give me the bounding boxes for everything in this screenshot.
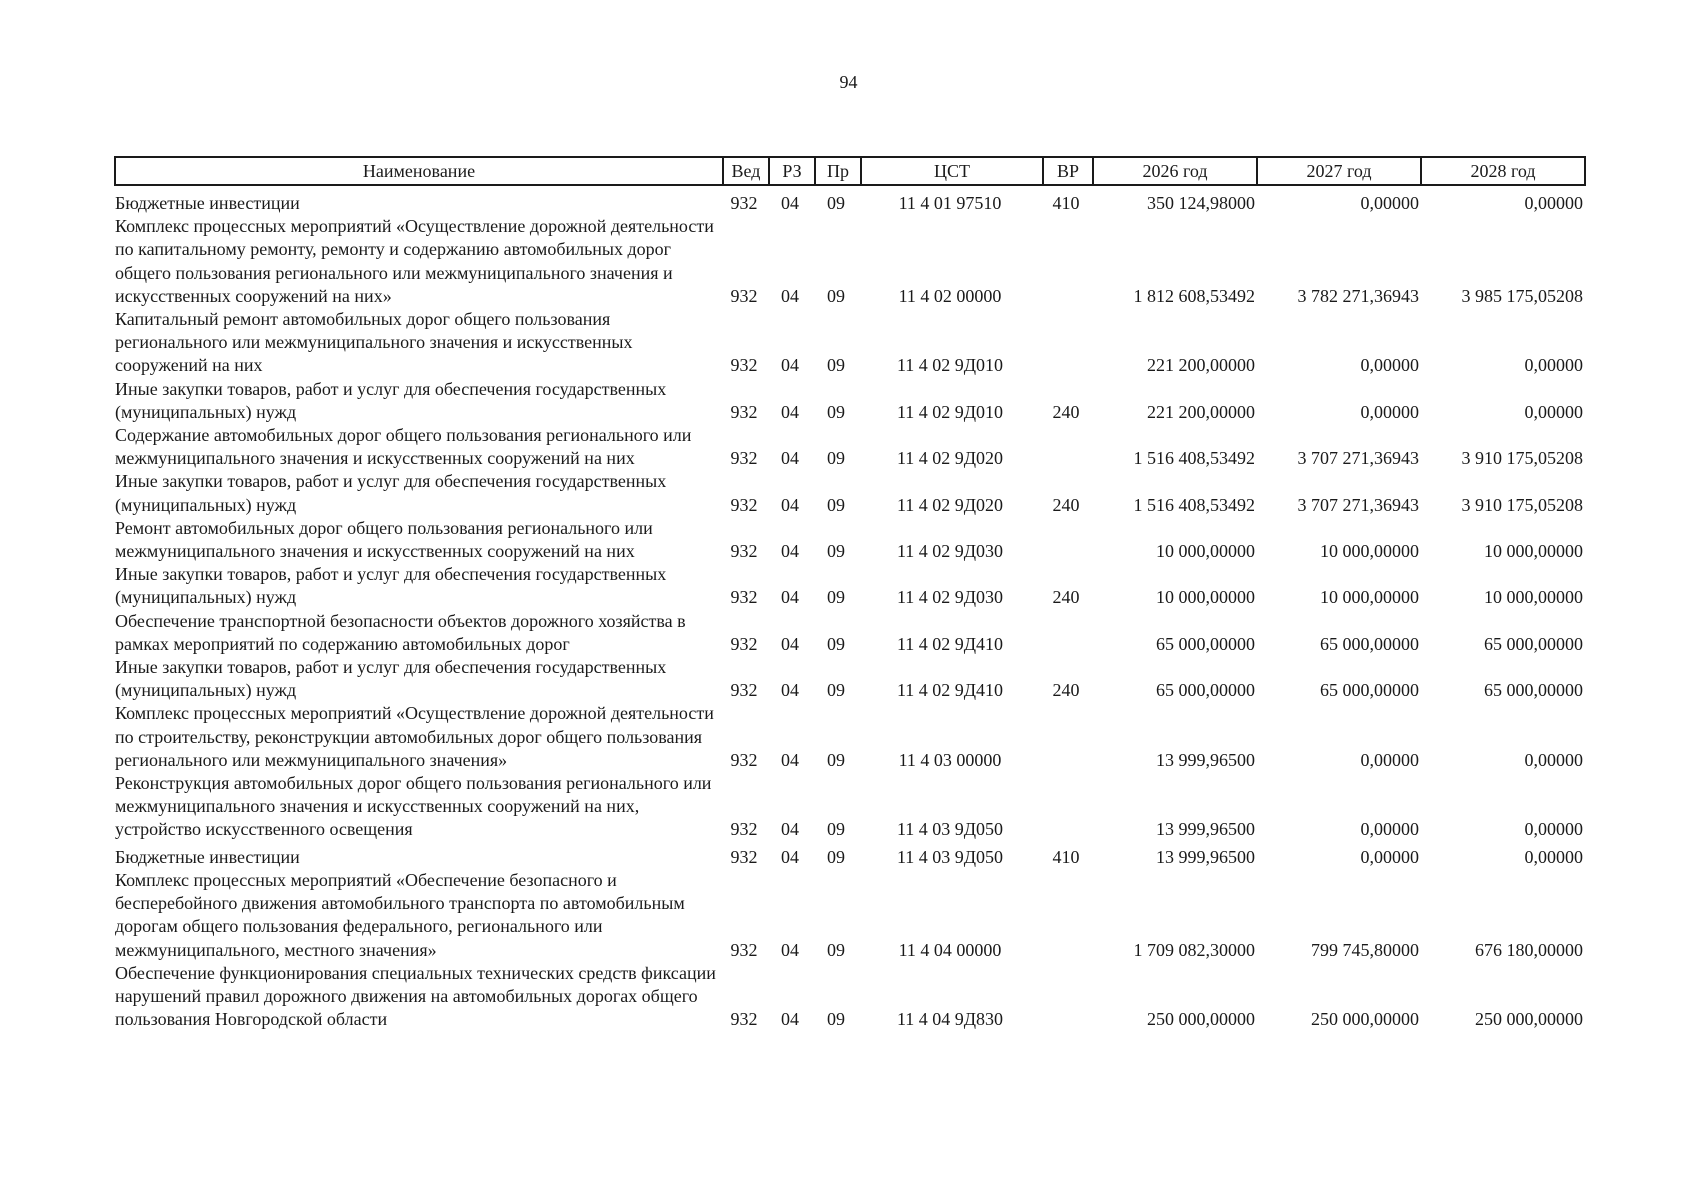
table-row xyxy=(115,378,1585,424)
row-name: Комплекс процессных мероприятий «Обеспечение безопасного и бесперебойного движения автомобильного транспорта по автомобильным дорогам общего пользования федерального, регионального или межмуниципального, местного значения» xyxy=(115,869,685,960)
row-2028: 3 910 175,05208 xyxy=(1461,448,1583,469)
row-cst: 11 4 04 9Д830 xyxy=(896,1009,1004,1030)
row-ved: 932 xyxy=(730,541,758,562)
row-rz: 04 xyxy=(781,193,799,213)
row-ved: 932 xyxy=(730,587,758,608)
row-rz: 04 xyxy=(781,1009,799,1030)
header-2026: 2026 год xyxy=(1093,157,1257,185)
row-2027: 3 782 271,36943 xyxy=(1297,285,1419,306)
row-pr: 09 xyxy=(827,355,845,376)
row-vr: 240 xyxy=(1052,680,1080,701)
row-ved: 932 xyxy=(730,494,758,515)
row-rz: 04 xyxy=(781,846,799,867)
header-ved: Вед xyxy=(723,157,769,185)
row-2026: 221 200,00000 xyxy=(1147,355,1255,376)
header-name: Наименование xyxy=(115,157,723,185)
row-rz: 04 xyxy=(781,541,799,562)
row-cst: 11 4 03 00000 xyxy=(898,749,1002,770)
header-vr: ВР xyxy=(1043,157,1093,185)
row-rz: 04 xyxy=(781,939,799,960)
row-2026: 13 999,96500 xyxy=(1156,749,1255,770)
row-vr xyxy=(1043,772,1093,842)
row-pr: 09 xyxy=(827,633,845,654)
row-vr xyxy=(1043,962,1093,1032)
table-row xyxy=(115,702,1585,772)
row-pr: 09 xyxy=(827,939,845,960)
row-ved: 932 xyxy=(730,680,758,701)
row-cst: 11 4 03 9Д050 xyxy=(896,819,1004,840)
row-ved: 932 xyxy=(730,939,758,960)
row-2028: 0,00000 xyxy=(1524,355,1583,376)
row-2027: 0,00000 xyxy=(1360,749,1419,770)
row-2026: 65 000,00000 xyxy=(1156,633,1255,654)
row-ved: 932 xyxy=(730,819,758,840)
row-name: Содержание автомобильных дорог общего пользования регионального или межмуниципального значения и искусственных сооружений на них xyxy=(115,425,692,469)
table-row xyxy=(115,869,1585,962)
row-2027: 0,00000 xyxy=(1360,846,1419,867)
table-row xyxy=(115,656,1585,702)
row-cst: 11 4 01 97510 xyxy=(898,193,1002,213)
row-2027: 65 000,00000 xyxy=(1320,633,1419,654)
row-2028: 0,00000 xyxy=(1524,401,1583,422)
row-cst: 11 4 02 00000 xyxy=(898,285,1002,306)
row-pr: 09 xyxy=(827,448,845,469)
row-2028: 0,00000 xyxy=(1524,846,1583,867)
row-2027: 0,00000 xyxy=(1360,401,1419,422)
row-name: Бюджетные инвестиции xyxy=(115,846,300,867)
table-row xyxy=(115,610,1585,656)
row-ved: 932 xyxy=(730,285,758,306)
row-2028: 3 985 175,05208 xyxy=(1461,285,1583,306)
row-rz: 04 xyxy=(781,587,799,608)
row-cst: 11 4 02 9Д030 xyxy=(896,541,1004,562)
row-2028: 0,00000 xyxy=(1524,819,1583,840)
row-cst: 11 4 02 9Д020 xyxy=(896,448,1004,469)
row-ved: 932 xyxy=(730,355,758,376)
row-name: Иные закупки товаров, работ и услуг для обеспечения государственных (муниципальных) нужд xyxy=(115,657,667,701)
row-ved: 932 xyxy=(730,749,758,770)
row-cst: 11 4 04 00000 xyxy=(898,939,1002,960)
row-2028: 3 910 175,05208 xyxy=(1461,494,1583,515)
row-vr: 410 xyxy=(1052,193,1080,213)
table-row xyxy=(115,772,1585,842)
row-2028: 250 000,00000 xyxy=(1475,1009,1583,1030)
row-vr xyxy=(1043,702,1093,772)
row-2028: 0,00000 xyxy=(1524,749,1583,770)
row-ved: 932 xyxy=(730,633,758,654)
table-body xyxy=(115,185,1585,1031)
row-name: Реконструкция автомобильных дорог общего пользования регионального или межмуниципального значения и искусственных сооружений на них, устройство искусственного освещения xyxy=(115,773,712,840)
row-pr: 09 xyxy=(827,401,845,422)
row-2026: 1 516 408,53492 xyxy=(1133,448,1255,469)
row-name: Ремонт автомобильных дорог общего пользования регионального или межмуниципального значения и искусственных сооружений на них xyxy=(115,517,653,562)
row-name: Иные закупки товаров, работ и услуг для обеспечения государственных (муниципальных) нужд xyxy=(115,471,667,515)
row-rz: 04 xyxy=(781,494,799,515)
row-pr: 09 xyxy=(827,819,845,840)
row-pr: 09 xyxy=(827,749,845,770)
row-vr xyxy=(1043,215,1093,308)
row-2027: 3 707 271,36943 xyxy=(1297,494,1419,515)
row-2027: 10 000,00000 xyxy=(1320,587,1419,608)
row-2026: 1 516 408,53492 xyxy=(1133,494,1255,515)
row-name: Обеспечение транспортной безопасности объектов дорожного хозяйства в рамках мероприятий по содержанию автомобильных дорог xyxy=(115,610,686,654)
row-rz: 04 xyxy=(781,285,799,306)
row-name: Иные закупки товаров, работ и услуг для обеспечения государственных (муниципальных) нужд xyxy=(115,564,667,608)
table-row xyxy=(115,842,1585,869)
row-ved: 932 xyxy=(730,1009,758,1030)
row-2026: 10 000,00000 xyxy=(1156,587,1255,608)
row-rz: 04 xyxy=(781,680,799,701)
row-cst: 11 4 02 9Д020 xyxy=(896,494,1004,515)
row-pr: 09 xyxy=(827,193,845,213)
row-vr: 240 xyxy=(1052,587,1080,608)
row-2027: 0,00000 xyxy=(1360,193,1419,213)
row-pr: 09 xyxy=(827,285,845,306)
row-name: Обеспечение функционирования специальных технических средств фиксации нарушений правил дорожного движения на автомобильных дорогах общего пользования Новгородской области xyxy=(115,962,716,1030)
row-2026: 13 999,96500 xyxy=(1156,846,1255,867)
row-pr: 09 xyxy=(827,494,845,515)
row-2027: 0,00000 xyxy=(1360,819,1419,840)
row-2028: 10 000,00000 xyxy=(1484,587,1583,608)
row-2028: 676 180,00000 xyxy=(1475,939,1583,960)
row-2028: 0,00000 xyxy=(1524,193,1583,213)
row-cst: 11 4 02 9Д410 xyxy=(896,680,1004,701)
row-2027: 799 745,80000 xyxy=(1311,939,1419,960)
row-vr xyxy=(1043,517,1093,563)
row-pr: 09 xyxy=(827,541,845,562)
budget-table-container xyxy=(114,156,1584,1031)
row-ved: 932 xyxy=(730,401,758,422)
table-row xyxy=(115,563,1585,609)
row-vr: 240 xyxy=(1052,401,1080,422)
row-name: Бюджетные инвестиции xyxy=(115,193,300,213)
row-vr xyxy=(1043,869,1093,962)
row-rz: 04 xyxy=(781,633,799,654)
row-pr: 09 xyxy=(827,1009,845,1030)
row-ved: 932 xyxy=(730,193,758,213)
header-row xyxy=(115,157,1585,185)
row-cst: 11 4 03 9Д050 xyxy=(896,846,1004,867)
row-2028: 65 000,00000 xyxy=(1484,680,1583,701)
header-2028: 2028 год xyxy=(1421,157,1585,185)
table-row xyxy=(115,185,1585,215)
row-2027: 250 000,00000 xyxy=(1311,1009,1419,1030)
row-rz: 04 xyxy=(781,355,799,376)
table-row xyxy=(115,470,1585,516)
row-2026: 1 812 608,53492 xyxy=(1133,285,1255,306)
row-2027: 3 707 271,36943 xyxy=(1297,448,1419,469)
row-vr: 410 xyxy=(1052,846,1080,867)
row-cst: 11 4 02 9Д010 xyxy=(896,401,1004,422)
table-row xyxy=(115,215,1585,308)
row-2028: 65 000,00000 xyxy=(1484,633,1583,654)
row-rz: 04 xyxy=(781,401,799,422)
row-rz: 04 xyxy=(781,819,799,840)
row-pr: 09 xyxy=(827,680,845,701)
row-name: Комплекс процессных мероприятий «Осуществление дорожной деятельности по капитальному ремонту, ремонту и содержанию автомобильных дорог общего пользования регионального или межмуниципального значения и искусственных сооружений на них» xyxy=(115,216,714,306)
row-pr: 09 xyxy=(827,846,845,867)
row-vr xyxy=(1043,308,1093,378)
row-vr xyxy=(1043,610,1093,656)
table-header xyxy=(115,157,1585,185)
row-name: Комплекс процессных мероприятий «Осуществление дорожной деятельности по строительству, реконструкции автомобильных дорог общего пользования регионального или межмуниципального значения» xyxy=(115,703,714,770)
header-cst: ЦСТ xyxy=(861,157,1043,185)
row-2026: 13 999,96500 xyxy=(1156,819,1255,840)
page-number: 94 xyxy=(839,72,858,92)
row-rz: 04 xyxy=(781,749,799,770)
row-2026: 10 000,00000 xyxy=(1156,541,1255,562)
row-2026: 221 200,00000 xyxy=(1147,401,1255,422)
row-pr: 09 xyxy=(827,587,845,608)
row-2026: 250 000,00000 xyxy=(1147,1009,1255,1030)
header-pr: Пр xyxy=(815,157,861,185)
row-2027: 10 000,00000 xyxy=(1320,541,1419,562)
row-name: Капитальный ремонт автомобильных дорог общего пользования регионального или межмуниципального значения и искусственных сооружений на них xyxy=(115,309,633,376)
row-ved: 932 xyxy=(730,846,758,867)
row-2026: 350 124,98000 xyxy=(1147,193,1255,213)
row-cst: 11 4 02 9Д410 xyxy=(896,633,1004,654)
table-row xyxy=(115,962,1585,1032)
row-name: Иные закупки товаров, работ и услуг для обеспечения государственных (муниципальных) нужд xyxy=(115,378,667,422)
row-cst: 11 4 02 9Д010 xyxy=(896,355,1004,376)
row-2026: 1 709 082,30000 xyxy=(1133,939,1255,960)
row-2028: 10 000,00000 xyxy=(1484,541,1583,562)
row-2027: 0,00000 xyxy=(1360,355,1419,376)
table-row xyxy=(115,517,1585,563)
header-rz: РЗ xyxy=(769,157,815,185)
row-ved: 932 xyxy=(730,448,758,469)
header-2027: 2027 год xyxy=(1257,157,1421,185)
budget-table xyxy=(114,156,1586,1031)
row-rz: 04 xyxy=(781,448,799,469)
row-cst: 11 4 02 9Д030 xyxy=(896,587,1004,608)
row-vr: 240 xyxy=(1052,494,1080,515)
row-vr xyxy=(1043,424,1093,470)
row-2026: 65 000,00000 xyxy=(1156,680,1255,701)
table-row xyxy=(115,308,1585,378)
table-row xyxy=(115,424,1585,470)
row-2027: 65 000,00000 xyxy=(1320,680,1419,701)
